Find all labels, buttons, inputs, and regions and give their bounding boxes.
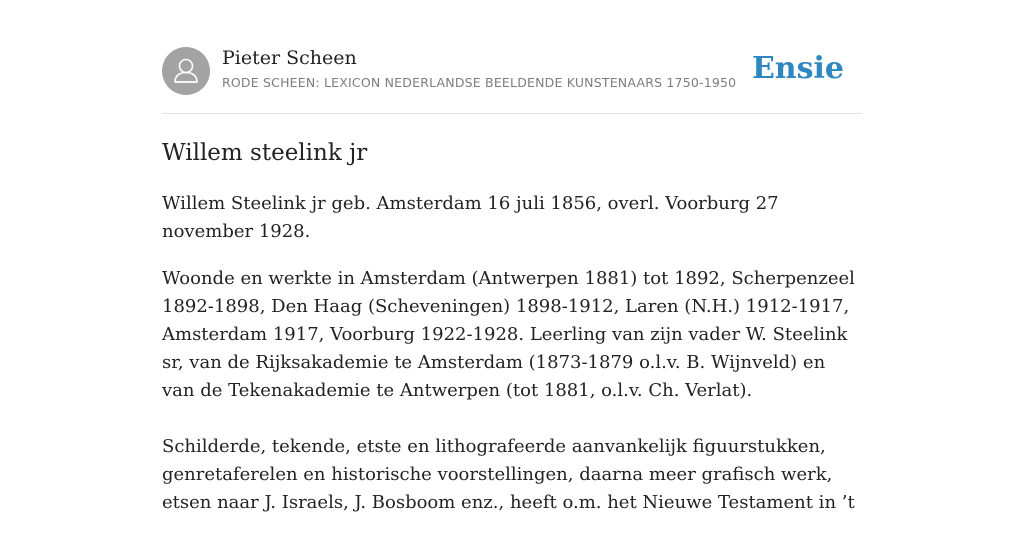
article-header [162, 0, 862, 114]
paragraph-1: Willem Steelink jr geb. Amsterdam 16 juli 1856, overl. Voorburg 27 november 1928. [162, 193, 779, 242]
source-title[interactable]: RODE SCHEEN: LEXICON NEDERLANDSE BEELDENDE KUNSTENAARS 1750-1950 [222, 75, 737, 90]
article-title: Willem steelink jr [162, 140, 368, 166]
user-icon [162, 47, 210, 95]
paragraph-3: Schilderde, tekende, etste en lithografeerde aanvankelijk figuurstukken, genretaferelen en historische voorstellingen, daarna meer grafisch werk, etsen naar J. Israels, J. Bosboom enz., heeft o.m. het Nieuwe Testament in ’t [162, 436, 855, 513]
paragraph-2: Woonde en werkte in Amsterdam (Antwerpen 1881) tot 1892, Scherpenzeel 1892-1898, Den Haag (Scheveningen) 1898-1912, Laren (N.H.) 1912-1917, Amsterdam 1917, Voorburg 1922-1928. Leerling van zijn vader W. Steelink sr, van de Rijksakademie te Amsterdam (1873-1879 o.l.v. B. Wijnveld) en van de Tekenakademie te Antwerpen (tot 1881, o.l.v. Ch. Verlat). [162, 268, 855, 401]
ensie-logo[interactable]: Ensie [751, 51, 844, 86]
article-body [162, 190, 862, 536]
author-avatar[interactable] [162, 47, 210, 95]
author-name[interactable]: Pieter Scheen [222, 47, 357, 69]
article-page [162, 0, 862, 513]
